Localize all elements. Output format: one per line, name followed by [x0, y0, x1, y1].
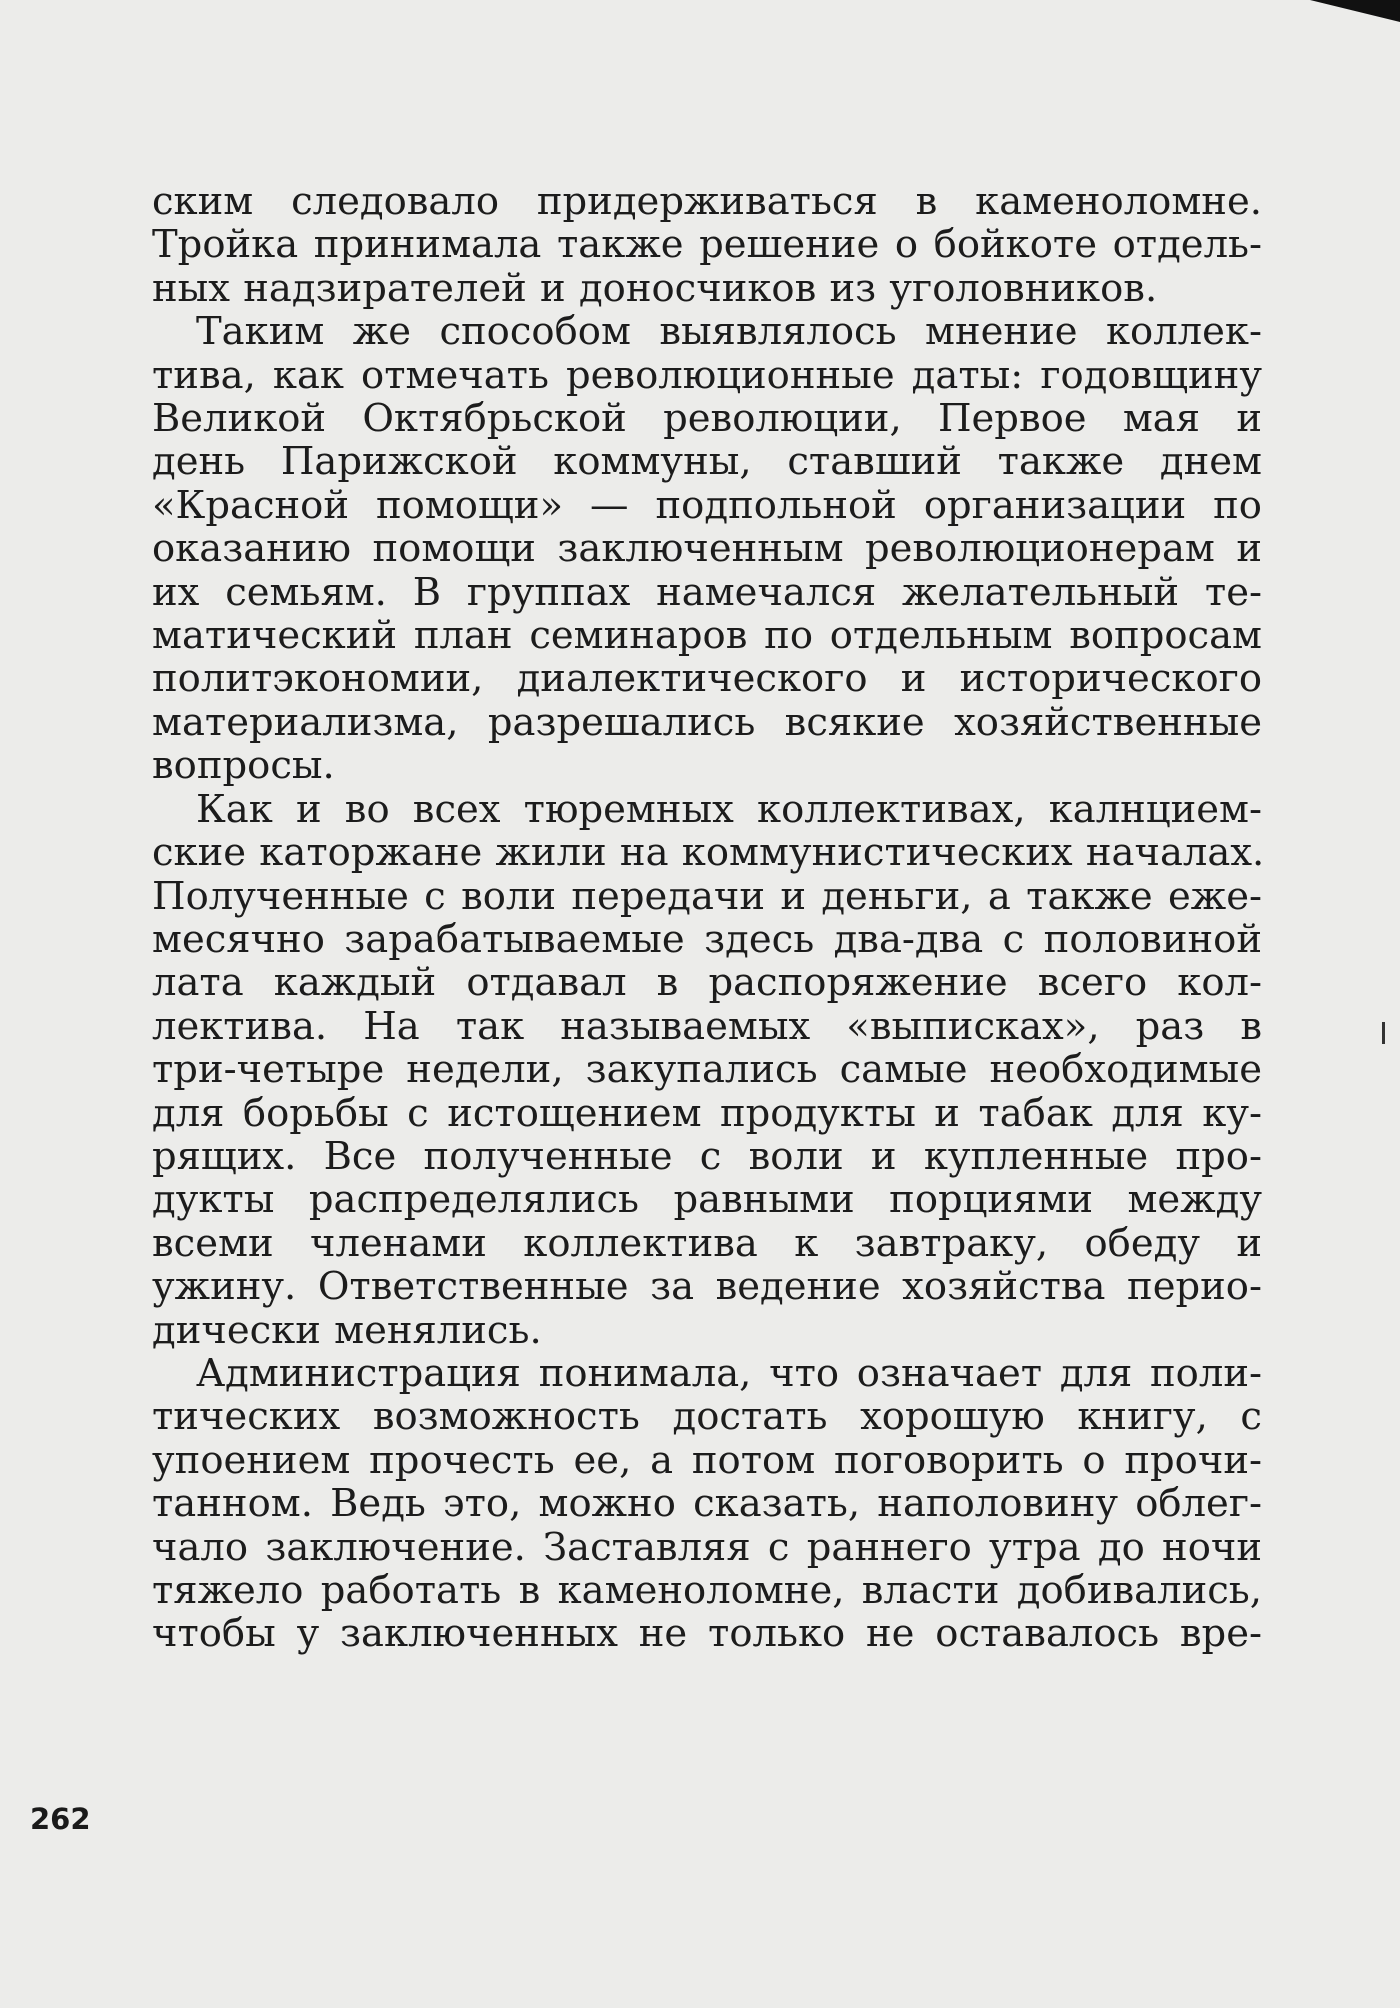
text-line: танном. Ведь это, можно сказать, наполовину облег- — [152, 1481, 1262, 1527]
text-line: тяжело работать в каменоломне, власти добивались, — [152, 1568, 1262, 1613]
text-line: политэкономии, диалектического и исторического — [152, 656, 1262, 702]
text-line: вопросы. — [152, 743, 335, 789]
body-text — [152, 179, 1265, 1657]
text-line: матический план семинаров по отдельным вопросам — [152, 613, 1262, 659]
text-line: лектива. На так называемых «выписках», раз в — [152, 1003, 1262, 1049]
text-line: Великой Октябрьской революции, Первое мая и — [152, 396, 1262, 442]
text-line: дически менялись. — [152, 1307, 542, 1353]
text-line: «Красной помощи» — подпольной организации по — [152, 482, 1262, 528]
text-line: для борьбы с истощением продукты и табак для ку- — [152, 1090, 1262, 1136]
scan-corner-mark — [1310, 0, 1400, 22]
text-line: оказанию помощи заключенным революционерам и — [152, 526, 1262, 572]
text-line: тических возможность достать хорошую книгу, с — [152, 1394, 1262, 1440]
scan-speck — [1382, 1022, 1385, 1044]
text-line: чало заключение. Заставляя с раннего утра до ночи — [152, 1524, 1262, 1570]
text-line: материализма, разрешались всякие хозяйственные — [152, 699, 1262, 745]
text-line: месячно зарабатываемые здесь два-два с половиной — [152, 916, 1262, 962]
text-line: три-четыре недели, закупались самые необходимые — [152, 1047, 1262, 1093]
text-line: дукты распределялись равными порциями между — [152, 1177, 1262, 1223]
paragraph-start-line: Администрация понимала, что означает для поли- — [196, 1350, 1262, 1396]
text-line: ужину. Ответственные за ведение хозяйства перио- — [152, 1264, 1262, 1310]
paragraph-start-line: Как и во всех тюремных коллективах, калнцием- — [196, 786, 1262, 832]
paragraph-start-line: Таким же способом выявлялось мнение коллек- — [196, 309, 1262, 355]
text-line: ским следовало придерживаться в каменоломне. — [152, 179, 1262, 224]
text-line: лата каждый отдавал в распоряжение всего кол- — [152, 960, 1262, 1006]
text-line: всеми членами коллектива к завтраку, обеду и — [152, 1220, 1262, 1266]
page-number: 262 — [30, 1802, 91, 1836]
text-line: упоением прочесть ее, а потом поговорить о прочи- — [152, 1437, 1262, 1483]
text-line: ных надзирателей и доносчиков из уголовников. — [152, 265, 1158, 311]
text-line: рящих. Все полученные с воли и купленные про- — [152, 1133, 1262, 1179]
text-line: ские каторжане жили на коммунистических началах. — [152, 830, 1265, 876]
text-line: чтобы у заключенных не только не оставалось вре- — [152, 1611, 1262, 1657]
text-line: день Парижской коммуны, ставший также днем — [152, 439, 1262, 485]
text-line: тива, как отмечать революционные даты: годовщину — [152, 352, 1262, 398]
text-line: Тройка принимала также решение о бойкоте отдель- — [152, 222, 1262, 268]
text-line: их семьям. В группах намечался желательный те- — [152, 569, 1262, 615]
text-line: Полученные с воли передачи и деньги, а также еже- — [152, 873, 1262, 919]
